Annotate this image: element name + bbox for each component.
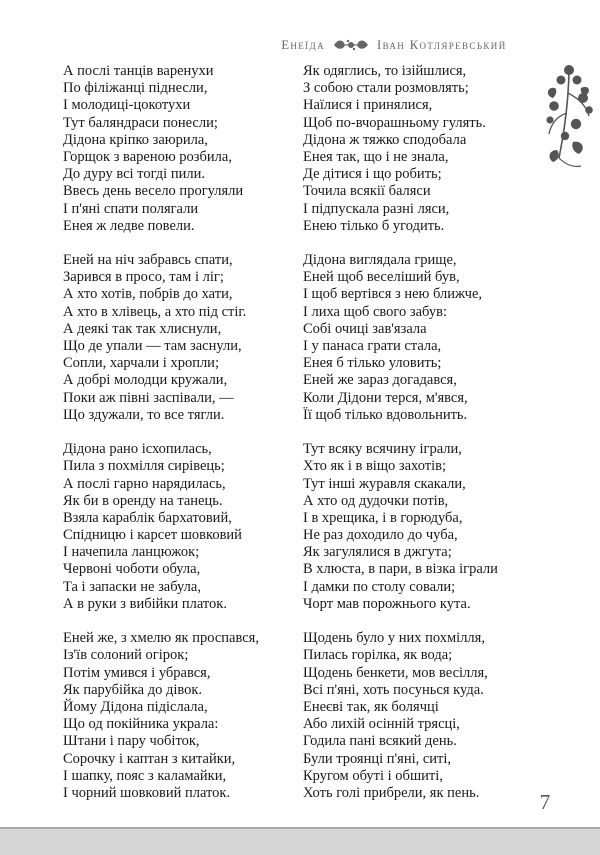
verse-line: І дамки по столу совали;: [303, 578, 456, 595]
verse-line: Наїлися і принялися,: [303, 97, 433, 114]
verse-line: Спідницю і карсет шовковий: [63, 527, 242, 544]
verse-line: Еней щоб веселіший був,: [303, 269, 460, 286]
verse-line: А послі танців варенухи: [63, 63, 214, 79]
verse-line: І молодиці-цокотухи: [63, 97, 191, 114]
verse-line: Енеєві так, як болячці: [303, 698, 439, 715]
verse-line: Зарився в просо, там і ліг;: [63, 269, 224, 286]
verse-line: Поки аж півні заспівали, —: [63, 389, 234, 406]
verse-line: Тут інші журавля скакали,: [303, 475, 466, 492]
page-gap: [0, 829, 600, 855]
verse-line: Взяла караблік бархатовий,: [63, 509, 232, 526]
stanza: [63, 441, 288, 613]
verse-line: Її щоб тілько вдовольнить.: [303, 406, 468, 423]
verse-line: І п'яні спати полягали: [63, 200, 199, 217]
verse-line: А послі гарно нарядилась,: [63, 475, 226, 492]
verse-line: Дідона ж тяжко сподобала: [303, 131, 467, 148]
verse-line: Енею тілько б угодить.: [303, 217, 445, 234]
verse-line: В хлюста, в пари, в візка іграли: [303, 561, 498, 578]
verse-line: Всі п'яні, хоть посунься куда.: [303, 681, 484, 698]
verse-line: Або лихій осінній трясці,: [303, 716, 460, 733]
header-title: Енеїда: [281, 38, 325, 52]
right-column: [303, 63, 533, 819]
verse-line: А хто в хлівець, а хто під стіг.: [63, 303, 247, 320]
verse-line: Йому Дідона підіслала,: [63, 698, 208, 715]
stanza: [303, 63, 533, 235]
header-author: Іван Котляревський: [377, 38, 507, 52]
verse-line: Собі очиці зав'язала: [303, 320, 427, 337]
verse-line: Чорт мав порожнього кута.: [303, 595, 471, 612]
verse-line: Із'їв солоний огірок;: [63, 647, 189, 664]
stanza: [63, 252, 288, 424]
verse-line: Були троянці п'яні, ситі,: [303, 750, 452, 767]
verse-line: Щодень бенкети, мов весілля,: [303, 664, 488, 681]
verse-line: Сорочку і каптан з китайки,: [63, 750, 236, 767]
verse-line: А хто од дудочки потів,: [303, 492, 449, 509]
page-number: 7: [539, 790, 551, 814]
verse-line: По філіжанці піднесли,: [63, 80, 208, 97]
verse-line: Пилась горілка, як вода;: [303, 647, 453, 664]
verse-line: Еней же зараз догадався,: [303, 372, 457, 389]
stanza: [303, 441, 533, 613]
verse-line: А хто хотів, побрів до хати,: [63, 286, 233, 303]
verse-line: І у панаса грати стала,: [303, 338, 442, 354]
verse-line: Годила пані всякий день.: [303, 733, 457, 750]
running-header: [0, 38, 600, 54]
verse-line: Що де упали — там заснули,: [63, 338, 242, 354]
verse-line: Ввесь день весело прогуляли: [63, 183, 244, 200]
verse-line: Потім умився і убрався,: [63, 664, 211, 681]
verse-line: І начепила ланцюжок;: [63, 544, 200, 561]
verse-line: Тут всяку всячину іграли,: [303, 441, 462, 458]
verse-line: Горщок з вареною розбила,: [63, 148, 232, 165]
verse-line: Пила з похмілля сирівець;: [63, 458, 225, 475]
berry-branch-icon: [545, 58, 593, 173]
verse-line: Що од покійника украла:: [63, 716, 219, 733]
stanza: [303, 630, 533, 802]
verse-line: Не раз доходило до чуба,: [303, 527, 458, 544]
verse-line: І лиха щоб свого забув:: [303, 303, 447, 320]
verse-line: Як би в оренду на танець.: [63, 492, 223, 509]
verse-line: Як загулялися в джгута;: [303, 544, 452, 561]
verse-line: Як парубійка до дівок.: [63, 681, 203, 698]
verse-line: Еней на ніч забравсь спати,: [63, 252, 233, 269]
verse-line: Де дітися і що робить;: [303, 166, 442, 183]
verse-line: Щоб по-вчорашньому гулять.: [303, 114, 486, 131]
verse-line: До дуру всі тогді пили.: [63, 166, 205, 183]
verse-line: А добрі молодци кружали,: [63, 372, 228, 389]
verse-line: І в хрещика, і в горюдуба,: [303, 509, 463, 526]
stanza: [63, 63, 288, 235]
verse-line: І чорний шовковий платок.: [63, 784, 231, 801]
verse-line: Що здужали, то все тягли.: [63, 406, 225, 423]
verse-line: А деякі так так хлиснули,: [63, 320, 222, 337]
verse-line: Енея так, що і не знала,: [303, 148, 449, 165]
verse-line: І підпускала разні ляси,: [303, 200, 450, 217]
verse-line: Штани і пару чобіток,: [63, 733, 200, 750]
verse-line: Дідона рано ісхопилась,: [63, 441, 212, 458]
verse-line: Хто як і в віщо захотів;: [303, 458, 447, 475]
stanza: [303, 252, 533, 424]
verse-line: Сопли, харчали і хропли;: [63, 355, 219, 372]
verse-line: Точила всякії баляси: [303, 183, 431, 200]
floral-divider-icon: [332, 38, 370, 52]
verse-line: Тут баляндраси понесли;: [63, 114, 218, 131]
verse-line: Дідона кріпко заюрила,: [63, 131, 208, 148]
verse-line: Енея б тілько уловить;: [303, 355, 442, 372]
verse-line: З собою стали розмовлять;: [303, 80, 469, 97]
verse-line: Щодень було у них похмілля,: [303, 630, 485, 647]
verse-line: А в руки з вибійки платок.: [63, 595, 227, 612]
verse-line: Хоть голі прибрели, як пень.: [303, 784, 480, 801]
verse-line: Еней же, з хмелю як проспався,: [63, 630, 259, 647]
verse-line: Та і запаски не забула,: [63, 578, 201, 595]
verse-line: Коли Дідони терся, м'явся,: [303, 389, 468, 406]
left-column: [63, 63, 288, 819]
verse-line: Кругом обуті і обшиті,: [303, 767, 443, 784]
verse-line: Як одяглись, то ізійшлися,: [303, 63, 467, 79]
verse-line: Червоні чоботи обула,: [63, 561, 201, 578]
verse-line: Енея ж ледве повели.: [63, 217, 195, 234]
verse-line: І шапку, пояс з каламайки,: [63, 767, 227, 784]
verse-line: Дідона виглядала грище,: [303, 252, 457, 269]
stanza: [63, 630, 288, 802]
verse-line: І щоб вертівся з нею ближче,: [303, 286, 483, 303]
